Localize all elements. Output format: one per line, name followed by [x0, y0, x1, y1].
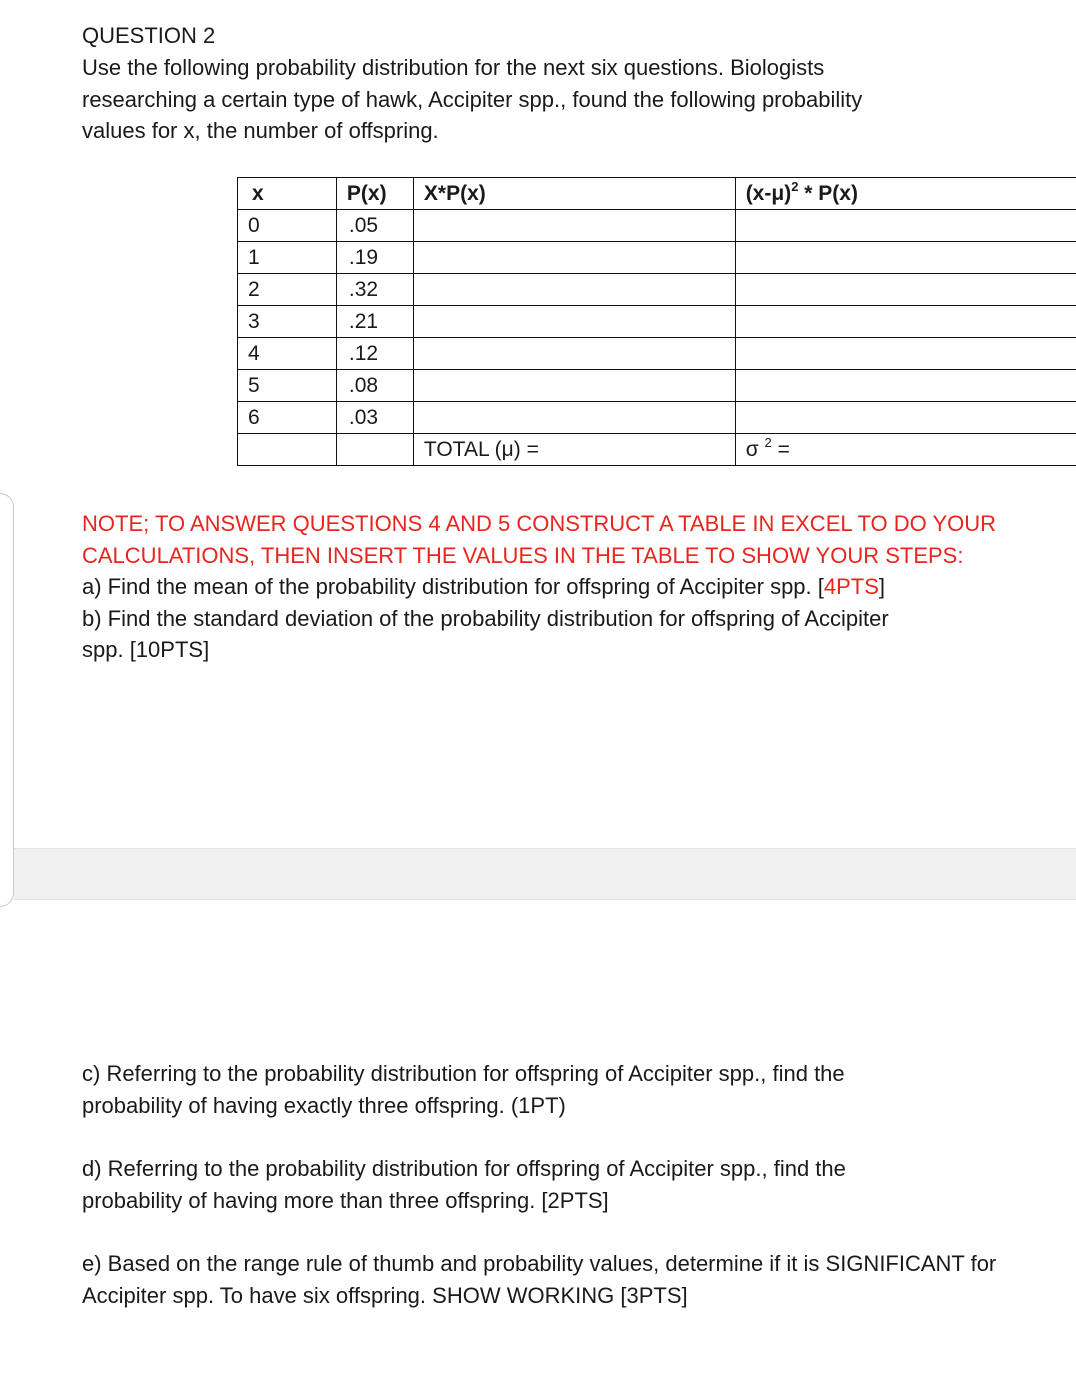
xpx-cell[interactable] [413, 306, 735, 338]
xpx-cell[interactable] [413, 210, 735, 242]
sigma-sup: 2 [764, 434, 772, 450]
side-panel-tab[interactable] [0, 493, 14, 907]
intro-line-1: Use the following probability distribution for the next six questions. Biologists [82, 55, 825, 80]
p-cell: .12 [336, 338, 413, 370]
total-empty-p [336, 434, 413, 466]
question-a-close: ] [878, 574, 886, 599]
table-row [238, 210, 1076, 242]
question-a [82, 571, 1062, 603]
sigma-suffix: = [771, 437, 790, 461]
variance-cell[interactable] [735, 370, 1076, 402]
table-total-row [238, 434, 1076, 466]
question-d-line-2: probability of having more than three offspring. [2PTS] [82, 1187, 609, 1213]
question-b-line-2: spp. [10PTS] [82, 637, 210, 662]
table-row [238, 402, 1076, 434]
header-variance [735, 178, 1076, 210]
header-variance-prefix: (x-μ) [745, 181, 792, 205]
intro-line-3: values for x, the number of offspring. [82, 118, 439, 143]
table-row [238, 242, 1076, 274]
x-cell: 1 [238, 242, 337, 274]
note-section [82, 508, 1062, 666]
x-cell: 2 [238, 274, 337, 306]
xpx-cell[interactable] [413, 402, 735, 434]
variance-cell[interactable] [735, 210, 1076, 242]
variance-cell[interactable] [735, 306, 1076, 338]
variance-cell[interactable] [735, 274, 1076, 306]
header-x: x [238, 178, 337, 210]
xpx-cell[interactable] [413, 274, 735, 306]
header-variance-sup: 2 [791, 178, 799, 194]
p-cell: .05 [336, 210, 413, 242]
question-title: QUESTION 2 [82, 23, 216, 48]
question-b-line-1: b) Find the standard deviation of the probability distribution for offspring of Accipiter [82, 605, 889, 631]
question-a-text: a) Find the mean of the probability distribution for offspring of Accipiter spp. [ [82, 574, 824, 599]
sigma-squared-label[interactable] [735, 434, 1076, 466]
xpx-cell[interactable] [413, 242, 735, 274]
sigma-prefix: σ [745, 437, 759, 461]
probability-distribution-table [237, 177, 1076, 466]
question-e-line-1: e) Based on the range rule of thumb and probability values, determine if it is SIGNIFICANT for [82, 1251, 997, 1276]
table-row [238, 274, 1076, 306]
variance-cell[interactable] [735, 402, 1076, 434]
header-variance-suffix: * P(x) [798, 181, 858, 205]
page-divider-band [14, 848, 1076, 900]
p-cell: .03 [336, 402, 413, 434]
question-c-line-1: c) Referring to the probability distribution for offspring of Accipiter spp., find the [82, 1061, 845, 1086]
table-row [238, 370, 1076, 402]
note-line-1: NOTE; TO ANSWER QUESTIONS 4 AND 5 CONSTRUCT A TABLE IN EXCEL TO DO YOUR [82, 511, 997, 536]
x-cell: 3 [238, 306, 337, 338]
table-header-row [238, 178, 1076, 210]
table-row [238, 338, 1076, 370]
intro-line-2: researching a certain type of hawk, Accipiter spp., found the following probability [82, 86, 863, 112]
question-d [82, 1153, 1062, 1216]
question-d-line-1: d) Referring to the probability distribution for offspring of Accipiter spp., find the [82, 1156, 846, 1181]
p-cell: .19 [336, 242, 413, 274]
x-cell: 4 [238, 338, 337, 370]
header-xpx: X*P(x) [413, 178, 735, 210]
xpx-cell[interactable] [413, 338, 735, 370]
x-cell: 6 [238, 402, 337, 434]
x-cell: 5 [238, 370, 337, 402]
p-cell: .08 [336, 370, 413, 402]
question-c [82, 1058, 1062, 1121]
question-intro [82, 52, 982, 147]
question-e [82, 1248, 1072, 1311]
p-cell: .21 [336, 306, 413, 338]
question-c-line-2: probability of having exactly three offspring. (1PT) [82, 1092, 566, 1118]
note-line-2: CALCULATIONS, THEN INSERT THE VALUES IN THE TABLE TO SHOW YOUR STEPS: [82, 542, 964, 568]
total-mu-label[interactable]: TOTAL (μ) = [413, 434, 735, 466]
question-e-line-2: Accipiter spp. To have six offspring. SHOW WORKING [3PTS] [82, 1282, 688, 1308]
table-row [238, 306, 1076, 338]
xpx-cell[interactable] [413, 370, 735, 402]
variance-cell[interactable] [735, 242, 1076, 274]
p-cell: .32 [336, 274, 413, 306]
total-empty-x [238, 434, 337, 466]
variance-cell[interactable] [735, 338, 1076, 370]
header-px: P(x) [336, 178, 413, 210]
question-a-points: 4PTS [823, 574, 879, 599]
x-cell: 0 [238, 210, 337, 242]
